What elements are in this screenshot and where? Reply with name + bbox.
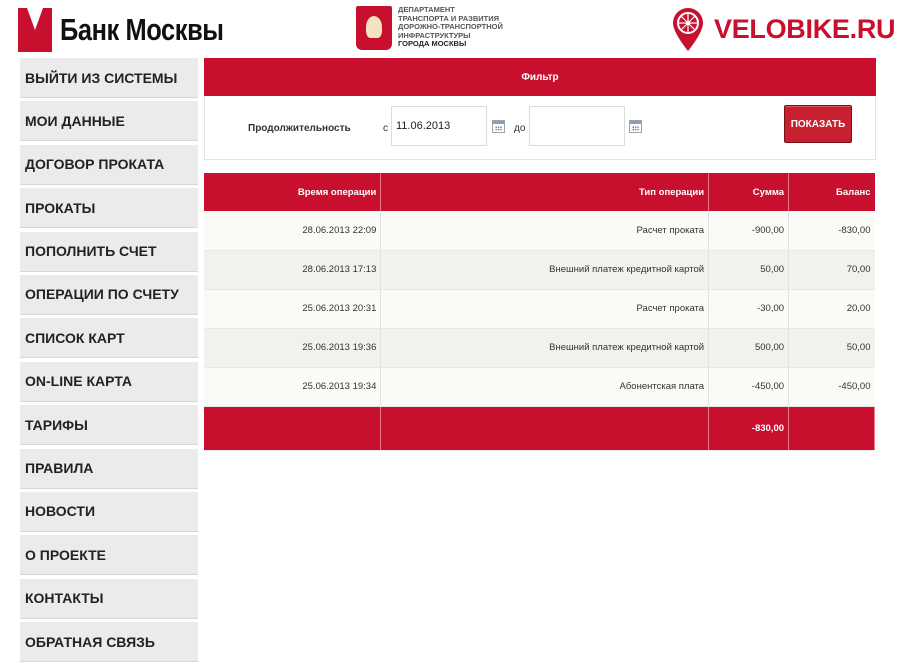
sidebar-item-top-up[interactable]: ПОПОЛНИТЬ СЧЕТ [20, 232, 198, 272]
header [0, 0, 900, 58]
table-header-row [204, 173, 875, 211]
filter-panel [204, 96, 876, 160]
dept-line: ИНФРАСТРУКТУРЫ [398, 30, 471, 40]
from-label: с [383, 123, 388, 134]
cell-type: Расчет проката [381, 289, 709, 328]
transport-department-logo[interactable] [356, 6, 508, 50]
table-row [204, 211, 875, 250]
cell-balance: -450,00 [789, 367, 875, 406]
sidebar-item-rules[interactable]: ПРАВИЛА [20, 449, 198, 489]
cell-amount: -30,00 [709, 289, 789, 328]
moscow-crest-icon [356, 6, 392, 50]
table-row [204, 250, 875, 289]
velobike-title: VELOBIKE.RU [714, 13, 896, 44]
sidebar-item-tariffs[interactable]: ТАРИФЫ [20, 405, 198, 445]
cell-time: 28.06.2013 22:09 [204, 211, 381, 250]
velobike-logo[interactable] [670, 6, 895, 52]
cell-balance: 20,00 [789, 289, 875, 328]
show-button[interactable]: ПОКАЗАТЬ [784, 105, 852, 143]
cell-type: Внешний платеж кредитной картой [381, 328, 709, 367]
table-row [204, 328, 875, 367]
column-header-time[interactable]: Время операции [204, 173, 381, 211]
dept-text [398, 6, 508, 49]
bank-logo-mark-icon [18, 8, 52, 52]
total-empty-cell [204, 406, 381, 450]
date-from-input[interactable] [391, 106, 487, 146]
cell-time: 28.06.2013 17:13 [204, 250, 381, 289]
cell-time: 25.06.2013 19:34 [204, 367, 381, 406]
cell-balance: -830,00 [789, 211, 875, 250]
table-row [204, 367, 875, 406]
dept-line: ДЕПАРТАМЕНТ [398, 5, 455, 14]
cell-type: Абонентская плата [381, 367, 709, 406]
sidebar-item-rentals[interactable]: ПРОКАТЫ [20, 188, 198, 228]
operations-table [204, 173, 875, 451]
dept-line: ГОРОДА МОСКВЫ [398, 39, 467, 49]
column-header-type[interactable]: Тип операции [381, 173, 709, 211]
cell-balance: 70,00 [789, 250, 875, 289]
date-to-input[interactable] [529, 106, 625, 146]
cell-amount: 500,00 [709, 328, 789, 367]
dept-line: ДОРОЖНО-ТРАНСПОРТНОЙ [398, 22, 503, 32]
sidebar-item-rental-contract[interactable]: ДОГОВОР ПРОКАТА [20, 145, 198, 185]
sidebar-item-account-operations[interactable]: ОПЕРАЦИИ ПО СЧЕТУ [20, 275, 198, 315]
dept-line: ТРАНСПОРТА И РАЗВИТИЯ [398, 13, 500, 23]
cell-type: Расчет проката [381, 211, 709, 250]
table-total-row [204, 406, 875, 450]
total-amount: -830,00 [709, 406, 789, 450]
main-content [204, 58, 876, 434]
cell-time: 25.06.2013 19:36 [204, 328, 381, 367]
sidebar-item-logout[interactable]: ВЫЙТИ ИЗ СИСТЕМЫ [20, 58, 198, 98]
sidebar-item-news[interactable]: НОВОСТИ [20, 492, 198, 532]
cell-balance: 50,00 [789, 328, 875, 367]
sidebar-item-contacts[interactable]: КОНТАКТЫ [20, 579, 198, 619]
bank-name: Банк Москвы [60, 12, 224, 47]
to-label: до [514, 123, 526, 134]
table-row [204, 289, 875, 328]
cell-amount: -450,00 [709, 367, 789, 406]
cell-type: Внешний платеж кредитной картой [381, 250, 709, 289]
cell-amount: -900,00 [709, 211, 789, 250]
sidebar-item-about[interactable]: О ПРОЕКТЕ [20, 535, 198, 575]
calendar-icon[interactable] [629, 120, 642, 133]
column-header-amount[interactable]: Сумма [709, 173, 789, 211]
sidebar-item-online-map[interactable]: ON-LINE КАРТА [20, 362, 198, 402]
total-empty-cell [789, 406, 875, 450]
sidebar-item-card-list[interactable]: СПИСОК КАРТ [20, 318, 198, 358]
column-header-balance[interactable]: Баланс [789, 173, 875, 211]
sidebar-menu [20, 58, 198, 664]
sidebar-item-feedback[interactable]: ОБРАТНАЯ СВЯЗЬ [20, 622, 198, 662]
total-empty-cell [381, 406, 709, 450]
cell-amount: 50,00 [709, 250, 789, 289]
duration-label: Продолжительность [248, 123, 351, 134]
filter-title: Фильтр [204, 58, 876, 96]
calendar-icon[interactable] [492, 120, 505, 133]
bank-moskvy-logo[interactable] [18, 8, 260, 52]
map-pin-wheel-icon [670, 6, 706, 52]
sidebar-item-my-data[interactable]: МОИ ДАННЫЕ [20, 101, 198, 141]
cell-time: 25.06.2013 20:31 [204, 289, 381, 328]
